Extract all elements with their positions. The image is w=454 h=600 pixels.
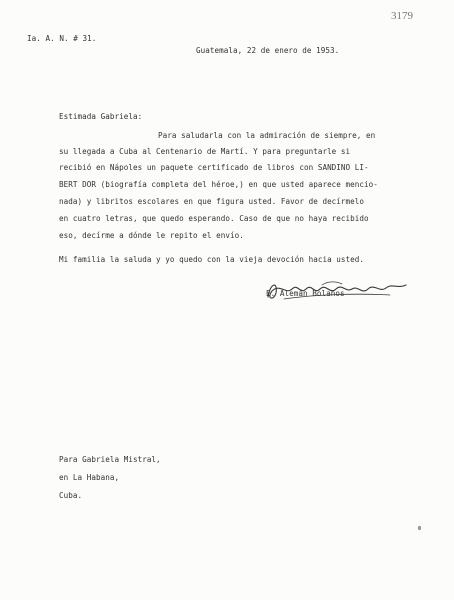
addressee-line: en La Habana,	[59, 473, 120, 482]
body-line: nada) y libritos escolares en que figura usted. Favor de decírmelo	[59, 197, 365, 206]
body-line: en cuatro letras, que quedo esperando. Caso de que no haya recibido	[59, 214, 369, 223]
body-line: BERT DOR (biografía completa del héroe,) en que usted aparece mencio-	[59, 180, 378, 189]
typed-signature: E. Alemán Bolaños	[266, 289, 345, 298]
body-line: recibió en Nápoles un paquete certificado de libros con SANDINO LI-	[59, 163, 369, 172]
addressee-line: Para Gabriela Mistral,	[59, 455, 161, 464]
body-line: Para saludarla con la admiración de siempre, en	[158, 131, 376, 140]
ink-mark	[418, 526, 421, 530]
archive-number: 3179	[391, 10, 413, 22]
body-line: su llegada a Cuba al Centenario de Martí. Y para preguntarle si	[59, 147, 351, 156]
addressee-line: Cuba.	[59, 491, 83, 500]
date-line: Guatemala, 22 de enero de 1953.	[196, 46, 340, 55]
reference-code: Ia. A. N. # 31.	[27, 34, 97, 43]
body-line: eso, decírme a dónde le repito el envío.	[59, 231, 244, 240]
salutation: Estimada Gabriela:	[59, 112, 143, 121]
closing-line: Mi familia la saluda y yo quedo con la vieja devoción hacia usted.	[59, 255, 365, 264]
